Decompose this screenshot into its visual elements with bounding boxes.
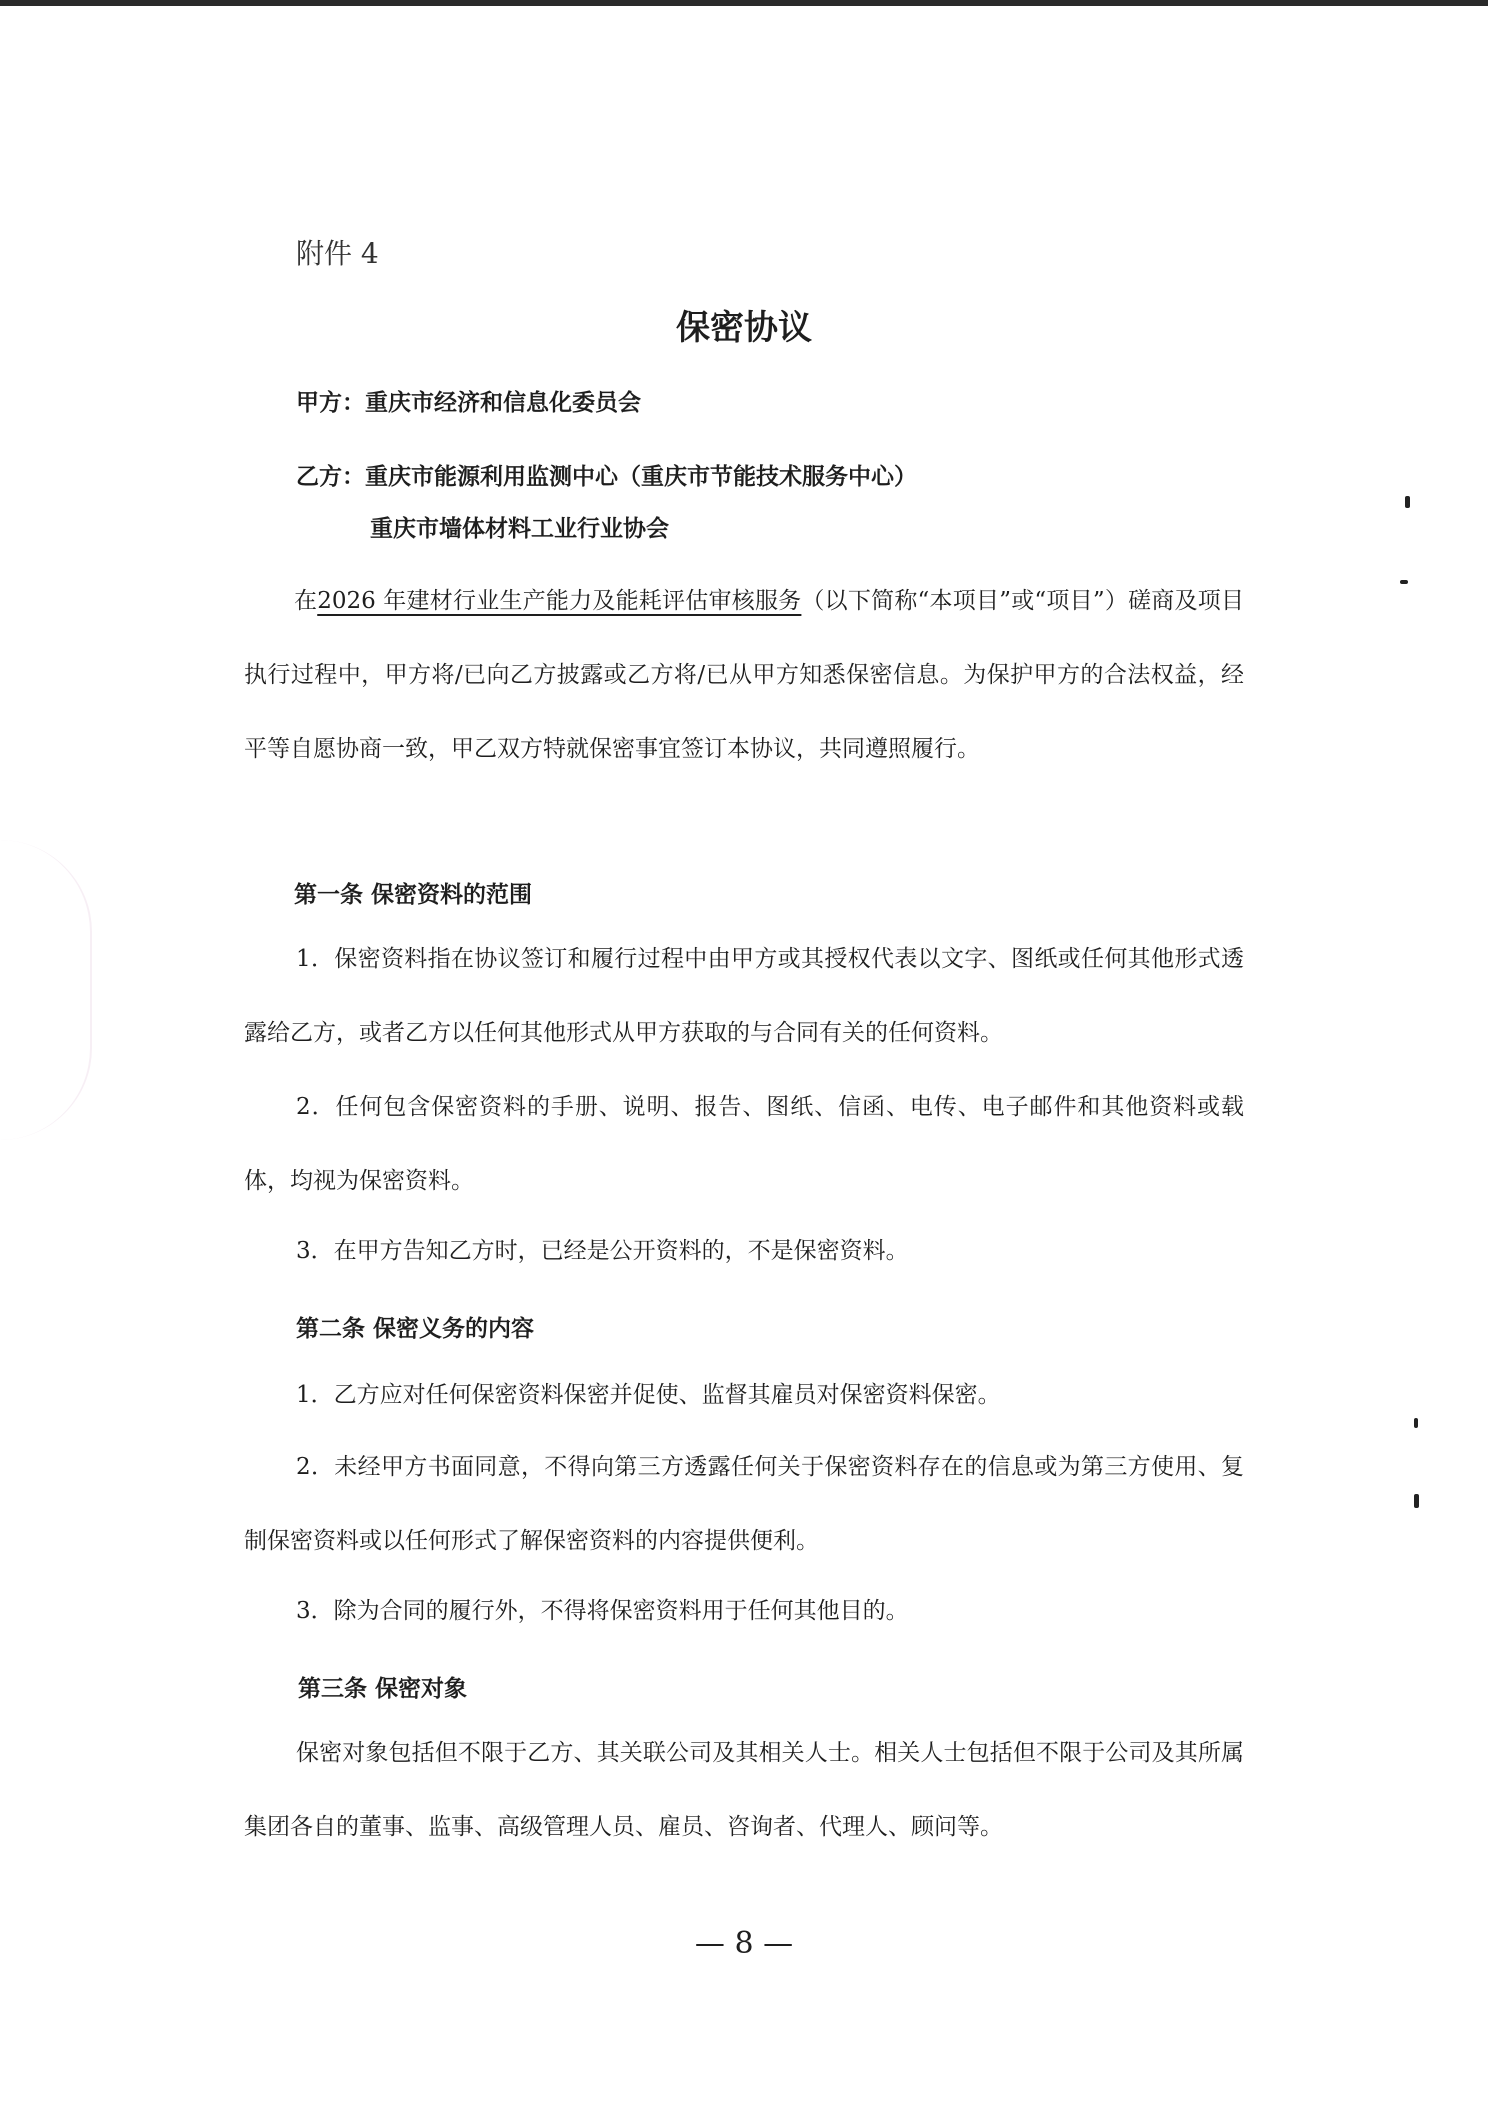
party-b-line2: 重庆市墙体材料工业行业协会 — [370, 516, 669, 542]
scan-speck — [1400, 580, 1408, 584]
article3-text: 保密对象包括但不限于乙方、其关联公司及其相关人士。相关人士包括但不限于公司及其所属集团各自的董事、监事、高级管理人员、雇员、咨询者、代理人、顾问等。 — [244, 1740, 1244, 1840]
page-number: — 8 — — [694, 1926, 794, 1961]
article1-item-3: 3．在甲方告知乙方时，已经是公开资料的，不是保密资料。 — [296, 1238, 909, 1264]
article2-item-2: 2．未经甲方书面同意，不得向第三方透露任何关于保密资料存在的信息或为第三方使用、复制保密资料或以任何形式了解保密资料的内容提供便利。 — [244, 1454, 1244, 1554]
article1-item-1: 1．保密资料指在协议签订和履行过程中由甲方或其授权代表以文字、图纸或任何其他形式透露给乙方，或者乙方以任何其他形式从甲方获取的与合同有关的任何资料。 — [244, 946, 1244, 1046]
intro-prefix: 在 — [294, 588, 318, 614]
party-b-line1: 乙方：重庆市能源利用监测中心（重庆市节能技术服务中心） — [296, 464, 917, 490]
project-name: 2026 年建材行业生产能力及能耗评估审核服务 — [317, 588, 802, 614]
scan-top-border — [0, 0, 1488, 6]
article1-item-2: 2．任何包含保密资料的手册、说明、报告、图纸、信函、电传、电子邮件和其他资料或载体，均视为保密资料。 — [244, 1094, 1244, 1194]
scan-speck — [1405, 496, 1410, 508]
intro-paragraph — [244, 564, 1244, 786]
scan-speck — [1414, 1494, 1419, 1508]
party-a: 甲方：重庆市经济和信息化委员会 — [296, 390, 641, 416]
article3-heading: 第三条 保密对象 — [298, 1676, 468, 1702]
article2-item-3: 3．除为合同的履行外，不得将保密资料用于任何其他目的。 — [296, 1598, 909, 1624]
article2-heading: 第二条 保密义务的内容 — [296, 1316, 535, 1342]
faded-seal-mark — [0, 840, 92, 1140]
article2-item-1: 1．乙方应对任何保密资料保密并促使、监督其雇员对保密资料保密。 — [296, 1382, 1001, 1408]
article1-heading: 第一条 保密资料的范围 — [294, 882, 533, 908]
document-title: 保密协议 — [676, 308, 812, 348]
intro-suffix: （以下简称“本项目”或“项目”）磋商及项目执行过程中，甲方将/已向乙方披露或乙方将/已从甲方知悉保密信息。为保护甲方的合法权益，经平等自愿协商一致，甲乙双方特就保密事宜签订本协议，共同遵照履行。 — [244, 588, 1244, 762]
scan-speck — [1414, 1418, 1418, 1428]
attachment-label: 附件 4 — [296, 237, 379, 270]
